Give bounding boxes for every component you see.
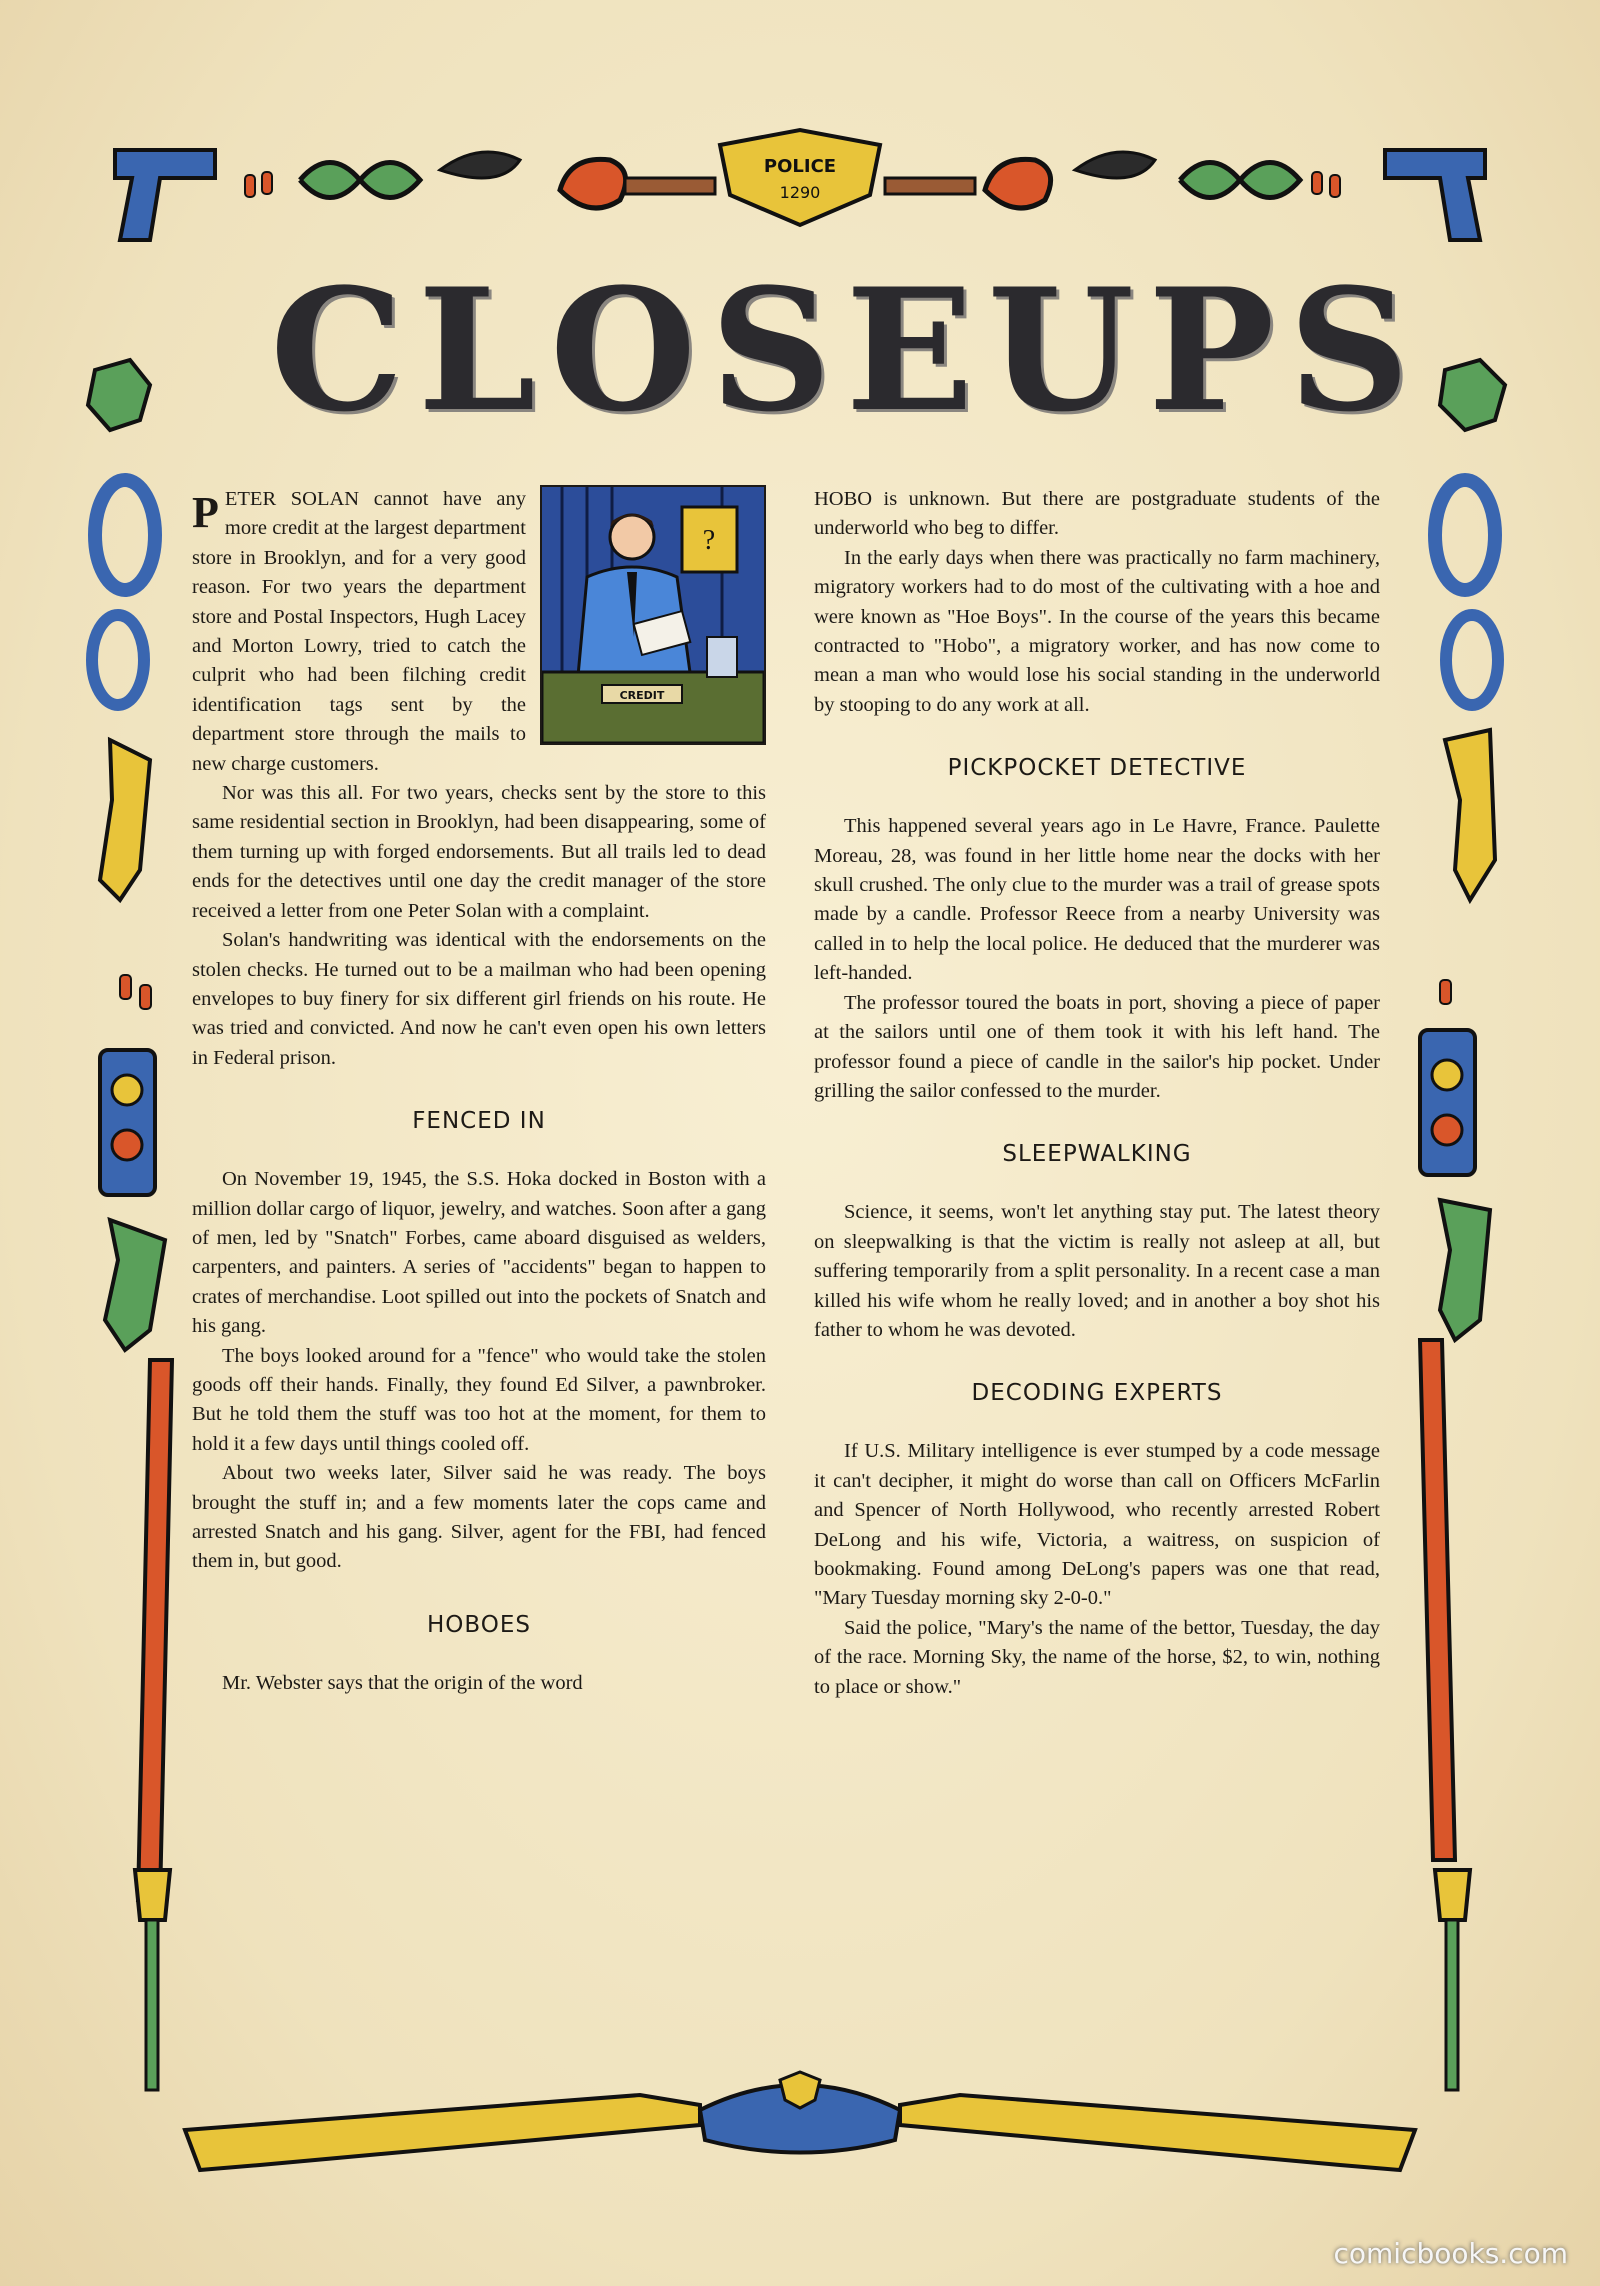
bullet-icon (245, 175, 255, 197)
fenced-in-paragraph-1: On November 19, 1945, the S.S. Hoka docked in Boston with a million dollar cargo of liquor, jewelry, and watches. Soon after a gang of men, led by "Snatch" Forbes, came aboard disguised as welders, carpenters, and painters. A series of "accidents" began to happen to crates of merchandise. Loot spilled out into the pockets of Snatch and his gang. (192, 1168, 766, 1338)
badge-number: 1290 (779, 183, 821, 202)
revolver-icon (1445, 730, 1495, 900)
shotgun-icon (900, 2095, 1415, 2170)
left-column (192, 485, 766, 1698)
bullet-icon (1330, 175, 1340, 197)
shotgun-icon (185, 2095, 700, 2170)
street-lamp-icon (135, 1870, 170, 2090)
mask-icon (1075, 152, 1155, 178)
handcuffs-icon (1446, 615, 1498, 705)
pistol-icon (1385, 150, 1485, 240)
fenced-in-paragraph-3: About two weeks later, Silver said he was ready. The boys brought the stuff in; and a few moments later the cops came and arrested Snatch and his gang. Silver, agent for the FBI, had fenced them in, but good. (192, 1462, 766, 1573)
rifle-icon (138, 1360, 172, 1900)
hoboes-continuation: HOBO is unknown. But there are postgraduate students of the underworld who beg to differ. (814, 488, 1380, 540)
right-border (1420, 360, 1505, 2090)
police-badge-icon (720, 130, 880, 225)
handcuffs-icon (1180, 163, 1300, 198)
section-heading-decoding-experts: DECODING EXPERTS (971, 1380, 1223, 1407)
police-cap-icon (700, 2072, 900, 2153)
handcuffs-icon (300, 163, 420, 198)
mask-icon (440, 152, 520, 178)
chain-icon (625, 178, 715, 194)
rifle-icon (1420, 1340, 1455, 1860)
bottom-border (185, 2072, 1415, 2170)
bullet-icon (1312, 172, 1322, 194)
handcuffs-icon (1435, 480, 1495, 590)
pistol-icon (115, 150, 215, 240)
handcuffs-icon (985, 159, 1051, 208)
pickpocket-paragraph-1: This happened several years ago in Le Havre, France. Paulette Moreau, 28, was found in her little home near the docks with her skull crushed. The only clue to the murder was a trail of grease spots made by a candle. Professor Reece from a nearby University was called in to help the local police. He deduced that the murderer was left-handed. (814, 815, 1380, 985)
revolver-icon (100, 740, 150, 900)
traffic-light-icon (1420, 1030, 1475, 1175)
section-heading-fenced-in: FENCED IN (412, 1108, 546, 1135)
detective-illustration (540, 485, 766, 745)
page-title: CLOSEUPS (270, 251, 1424, 449)
hoboes-paragraph-1: Mr. Webster says that the origin of the word (222, 1671, 583, 1694)
desk-sign-text: CREDIT (619, 689, 665, 702)
traffic-light-icon (100, 1050, 155, 1195)
site-watermark: comicbooks.com (1333, 2237, 1568, 2270)
badge-label: POLICE (763, 156, 837, 177)
police-badge-icon (88, 360, 150, 430)
drop-cap: P (192, 488, 219, 537)
handcuffs-icon (560, 159, 626, 208)
revolver-icon (1440, 1200, 1490, 1340)
illustration-drawing (542, 487, 764, 743)
closeups-paragraph-2: Nor was this all. For two years, checks sent by the store to this same residential section in Brooklyn, had been disappearing, some of them turning up with forged endorsements. But all trails led to dead ends for the detectives until one day the credit manager of the store received a letter from one Peter Solan with a complaint. (192, 782, 766, 922)
section-heading-hoboes: HOBOES (426, 1611, 531, 1638)
bullet-icon (140, 985, 151, 1009)
lead-paragraph-text: ETER SOLAN cannot have any more credit at the largest department store in Brooklyn, and for a very good reason. For two years the department store and Postal Inspectors, Hugh Lacey and Morton Lowry, tried to catch the culprit who had been filching credit identification tags sent by the department store through the mails to new charge customers. (192, 488, 526, 775)
chain-icon (885, 178, 975, 194)
decoding-paragraph-2: Said the police, "Mary's the name of the bettor, Tuesday, the day of the race. Morning Sky, the name of the horse, $2, to win, nothing to place or show." (814, 1616, 1380, 1698)
left-border (88, 360, 172, 2090)
revolver-icon (105, 1220, 165, 1350)
handcuffs-icon (92, 615, 144, 705)
section-heading-sleepwalking: SLEEPWALKING (1002, 1141, 1192, 1168)
section-heading-pickpocket-detective: PICKPOCKET DETECTIVE (947, 755, 1247, 782)
sleepwalking-paragraph-1: Science, it seems, won't let anything stay put. The latest theory on sleepwalking is that the victim is really not asleep at all, but suffering temporarily from a split personality. In a recent case a man killed his wife whom he really loved; and in another a boy shot his father to whom he was devoted. (814, 1201, 1380, 1341)
hoboes-paragraph-2: In the early days when there was practically no farm machinery, migratory workers had to do most of the cultivating with a hoe and were known as "Hoe Boys". In the course of the years this became contracted to "Hobo", a migratory worker, and has now come to mean a man who would lose his social standing in the underworld by stooping to do any work at all. (814, 546, 1380, 716)
street-lamp-icon (1435, 1870, 1470, 2090)
bullet-icon (1440, 980, 1451, 1004)
bullet-icon (262, 172, 272, 194)
police-badge-icon (1440, 360, 1505, 430)
bullet-icon (120, 975, 131, 999)
pickpocket-paragraph-2: The professor toured the boats in port, shoving a piece of paper at the sailors until one of them took it with his left hand. The professor found a piece of candle in the sailor's hip pocket. Under grilling the sailor confessed to the murder. (814, 991, 1380, 1102)
fenced-in-paragraph-2: The boys looked around for a "fence" who would take the stolen goods off their hands. Finally, they found Ed Silver, a pawnbroker. But he told them the stuff was too hot at the moment, for them to hold it a few days until things cooled off. (192, 1344, 766, 1455)
closeups-paragraph-3: Solan's handwriting was identical with the endorsements on the stolen checks. He turned out to be a mailman who had been opening envelopes to buy finery for six different girl friends on his route. He was tried and convicted. And now he can't even open his own letters in Federal prison. (192, 929, 766, 1069)
decoding-paragraph-1: If U.S. Military intelligence is ever stumped by a code message it can't decipher, it might do worse than call on Officers McFarlin and Spencer of North Hollywood, who recently arrested Robert DeLong and his wife, Victoria, a waitress, on suspicion of bookmaking. Found among DeLong's papers was one that read, "Mary Tuesday morning sky 2-0-0." (814, 1440, 1380, 1610)
wall-sign-glyph: ? (702, 525, 716, 556)
right-column (814, 485, 1380, 1702)
top-border (115, 130, 1485, 240)
handcuffs-icon (95, 480, 155, 590)
